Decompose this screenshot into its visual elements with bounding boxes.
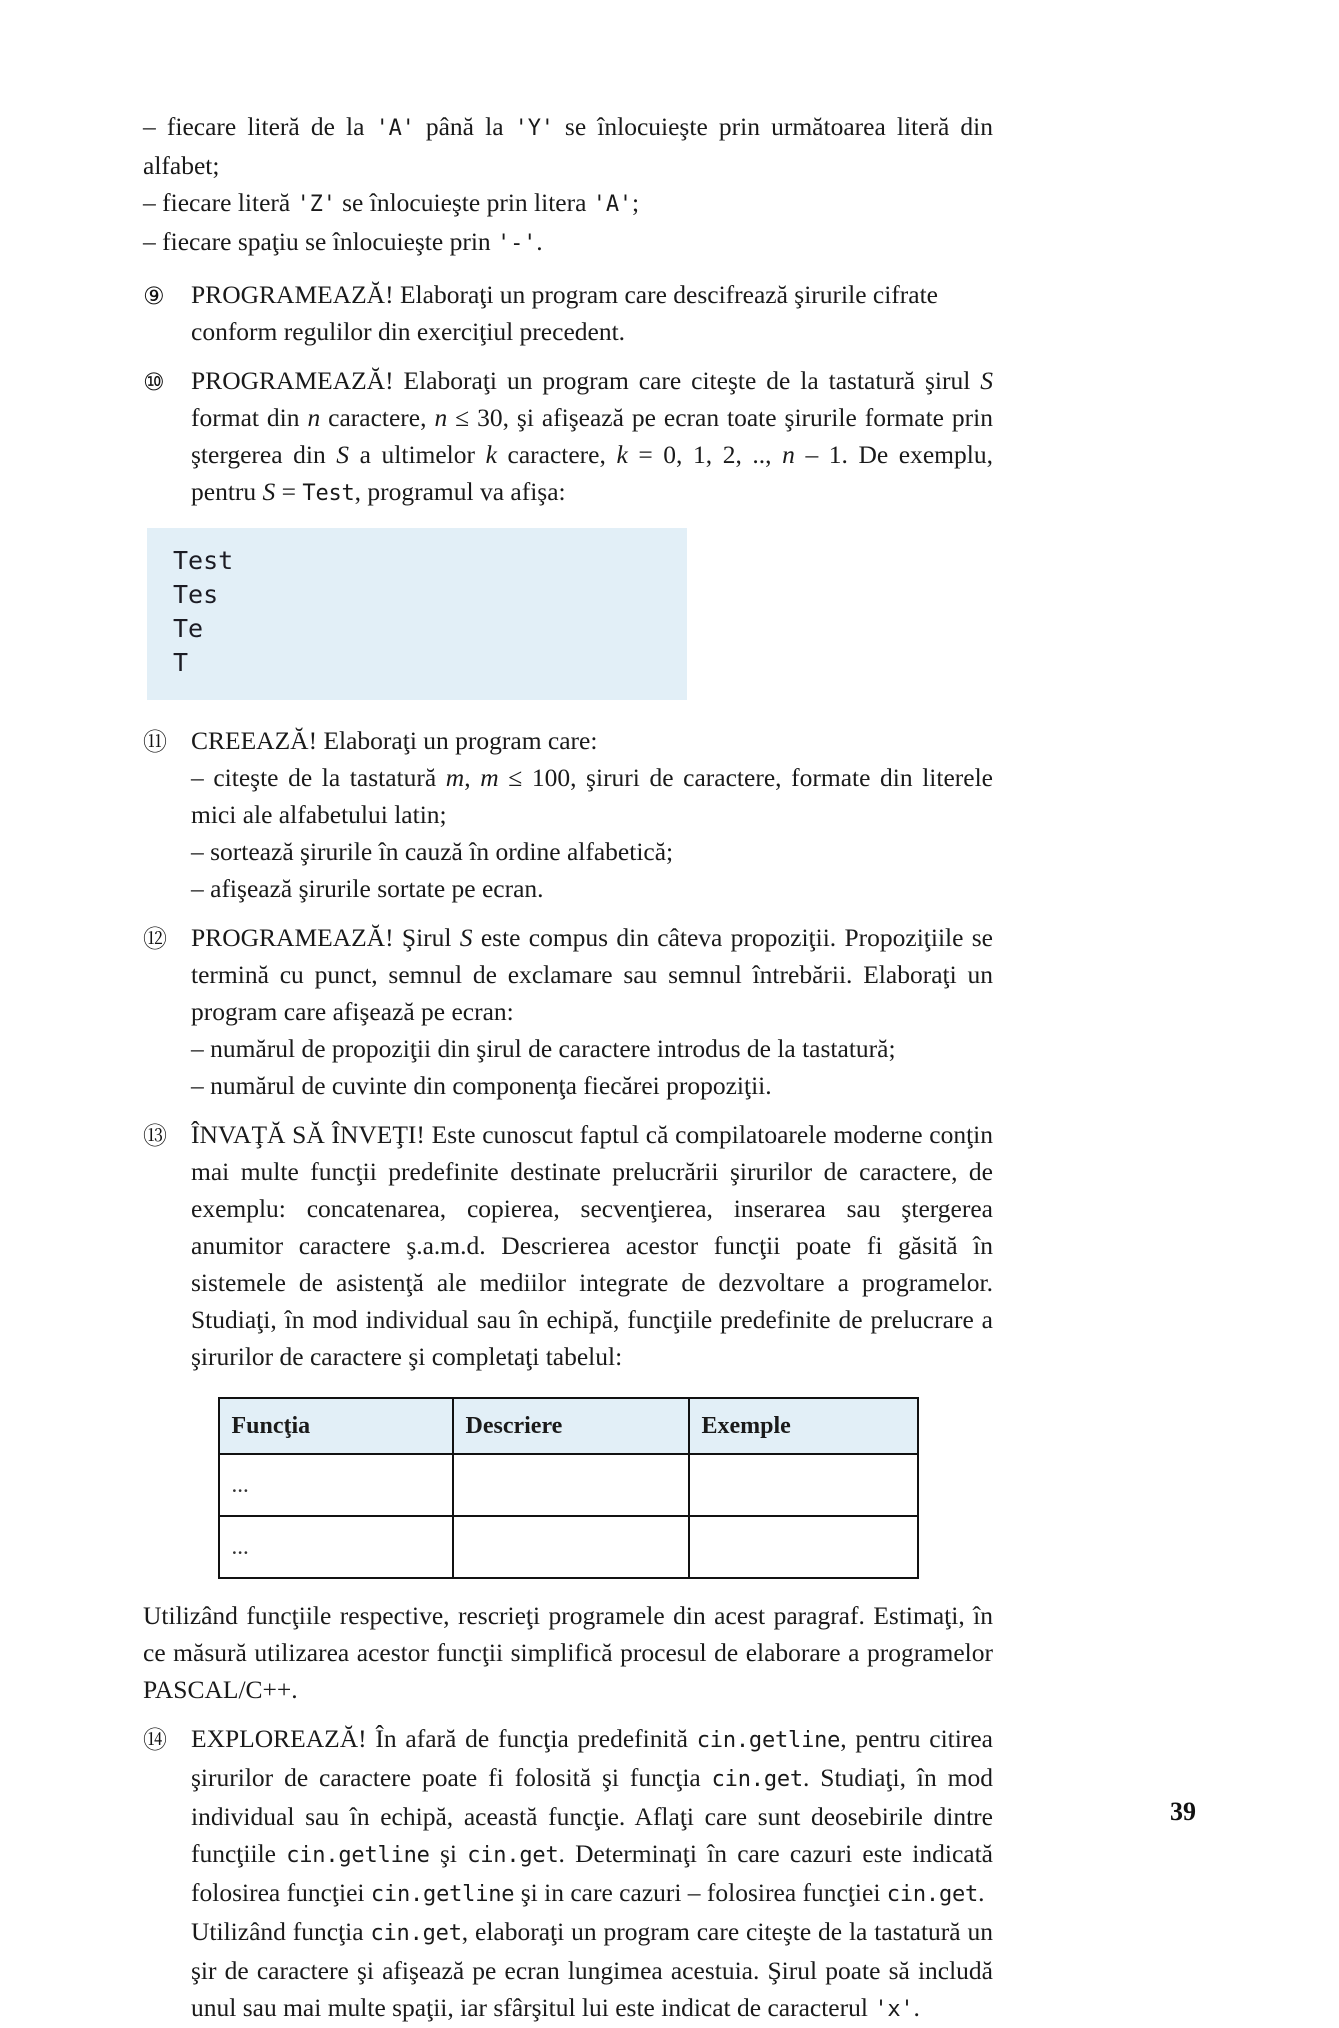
table-cell-exemple[interactable] (689, 1454, 918, 1516)
exercise-11-sub-2: – sortează şirurile în cauză în ordine alfabetică; (191, 837, 674, 866)
intro-rules-block (143, 108, 993, 262)
function-table (218, 1397, 919, 1579)
exercise-11-sub-1 (191, 759, 993, 833)
table-cell-functia[interactable]: ... (219, 1454, 453, 1516)
list-marker-11: ⑪ (143, 728, 167, 756)
exercise-item-12-body (191, 919, 993, 1104)
function-table-wrapper (143, 1397, 993, 1579)
list-marker-12: ⑫ (143, 925, 167, 953)
exercise-12-t2: este compus din câteva propoziţii. Propoziţiile se termină cu punct, semnul de exclamare sau semnul întrebării. Elaboraţi un program care afişează pe ecran: (191, 923, 993, 1026)
exercise-item-10-body (191, 362, 993, 512)
rule-1-text-b: până la (414, 112, 515, 141)
exercise-12-sub-2: – numărul de cuvinte din componenţa fiecărei propoziţii. (191, 1071, 772, 1100)
exercise-14-t3: . Studiaţi, în mod individual sau în echipă, această funcţie. Aflaţi care sunt deosebirile dintre funcţiile (191, 1763, 993, 1868)
exercise-10-t2: format din (191, 403, 308, 432)
rule-2-code-b: 'A' (592, 192, 632, 217)
exercise-10-t4: ≤ 30, şi afişează pe ecran toate şirurile formate prin ştergerea din (191, 403, 994, 469)
exercise-11-sub1-a: – citeşte de la tastatură (191, 763, 446, 792)
list-marker-10: ⑩ (143, 368, 165, 396)
exercise-10-t10: , programul va afişa: (354, 477, 566, 506)
rule-1-text-a: – fiecare literă de la (143, 112, 376, 141)
exercise-10-t8: – 1. De exemplu, pentru (191, 440, 993, 506)
exercise-14-t7: . (978, 1878, 985, 1907)
code-output-line: Test (173, 546, 234, 575)
function-table-head (219, 1398, 918, 1454)
exercise-11-sub1-c: ≤ 100, şiruri de caractere, formate din literele mici ale alfabetului latin; (191, 763, 994, 829)
exercise-12-lead (191, 919, 993, 1030)
table-cell-descriere[interactable] (453, 1516, 689, 1578)
code-output-box (147, 528, 687, 700)
exercise-10-t3: caractere, (320, 403, 435, 432)
exercise-item-13-body (191, 1116, 993, 1375)
intro-rule-line-3 (143, 223, 993, 262)
var-S-2: S (336, 440, 350, 469)
var-n-3: n (782, 440, 795, 469)
function-table-body (219, 1454, 918, 1578)
code-cin-getline-3: cin.getline (370, 1882, 515, 1907)
code-output-line: Tes (173, 580, 219, 609)
exercise-item-11 (143, 722, 993, 907)
table-cell-functia[interactable]: ... (219, 1516, 453, 1578)
code-cin-get-4: cin.get (370, 1921, 462, 1946)
rule-2-text-c: ; (631, 188, 640, 217)
code-cin-get-3: cin.get (886, 1882, 979, 1907)
exercise-10-t5: a ultimelor (349, 440, 486, 469)
code-cin-get-1: cin.get (711, 1767, 803, 1792)
rule-2-text-a: – fiecare literă (143, 188, 297, 217)
exercise-11-sub1-b: , (464, 763, 481, 792)
table-header-row (219, 1398, 918, 1454)
code-cin-get-2: cin.get (467, 1843, 559, 1868)
exercise-12-title: PROGRAMEAZĂ! (191, 923, 394, 952)
exercise-14-p2-c: . (913, 1993, 920, 2022)
page-content (143, 108, 993, 2028)
rule-1-code-b: 'Y' (514, 116, 554, 141)
var-n-1: n (307, 403, 321, 432)
list-marker-13: ⑬ (143, 1122, 167, 1150)
exercise-item-10 (143, 362, 993, 512)
exercise-14-title: EXPLOREAZĂ! (191, 1724, 367, 1753)
exercise-11-t1: Elaboraţi un program care: (317, 726, 598, 755)
code-literal-test: Test (302, 481, 355, 506)
exercise-10-t7: = 0, 1, 2, .., (627, 440, 783, 469)
code-cin-getline-1: cin.getline (696, 1728, 841, 1753)
exercise-item-14-body (191, 1720, 993, 2028)
closing-paragraph: Utilizând funcţiile respective, rescrieţi programele din acest paragraf. Estimaţi, în ce măsură utilizarea acestor funcţii simplifică procesul de elaborare a programelor PASCAL/C++. (143, 1601, 993, 1704)
exercise-item-14 (143, 1720, 993, 2028)
intro-rule-line-1 (143, 108, 993, 184)
exercise-10-t1: Elaboraţi un program care citeşte de la tastatură şirul (393, 366, 981, 395)
exercise-10-title: PROGRAMEAZĂ! (191, 366, 394, 395)
exercise-14-t1: În afară de funcţia predefinită (366, 1724, 697, 1753)
var-k-2: k (616, 440, 628, 469)
table-cell-exemple[interactable] (689, 1516, 918, 1578)
code-output-line: T (173, 648, 189, 677)
var-S-1: S (980, 366, 993, 395)
var-m-2: m (480, 763, 499, 792)
rule-2-code-a: 'Z' (296, 192, 336, 217)
rule-3-text-a: – fiecare spaţiu se înlocuieşte prin (143, 227, 498, 256)
list-marker-9: ⑨ (143, 282, 165, 310)
var-m-1: m (445, 763, 465, 792)
rule-1-text-c: se înlocuieşte prin următoarea literă din alfabet; (143, 112, 993, 180)
code-literal-x: 'x' (874, 1997, 914, 2022)
exercise-item-12 (143, 919, 993, 1104)
list-marker-14: ⑭ (143, 1726, 167, 1754)
exercise-11-sub-3: – afişează şirurile sortate pe ecran. (191, 874, 544, 903)
page-number: 39 (1170, 1797, 1196, 1826)
intro-rule-line-2 (143, 184, 993, 223)
code-cin-getline-2: cin.getline (286, 1843, 430, 1868)
table-header-exemple: Exemple (689, 1398, 918, 1454)
exercise-9-text: Elaboraţi un program care descifrează şirurile cifrate conform regulilor din exerciţiul precedent. (191, 280, 938, 346)
rule-3-text-b: . (536, 227, 543, 256)
var-n-2: n (434, 403, 448, 432)
exercise-14-paragraph-1 (191, 1720, 993, 1913)
exercise-14-p2-a: Utilizând funcţia (191, 1917, 371, 1946)
table-header-descriere: Descriere (453, 1398, 689, 1454)
rule-2-text-b: se înlocuieşte prin litera (335, 188, 593, 217)
exercise-14-t6: şi in care cazuri – folosirea funcţiei (514, 1878, 887, 1907)
exercise-14-t4: şi (429, 1839, 468, 1868)
exercise-13-t1: Este cunoscut faptul că compilatoarele moderne conţin mai multe funcţii predefinite destinate prelucrării şirurilor de caractere, de exemplu: concatenarea, copierea, secvenţierea, inserarea sau ştergerea anumitor caractere ş.a.m.d. Descrierea acestor funcţii poate fi găsită în sistemele de asistenţă ale mediilor integrate de dezvoltare a programelor. Studiaţi, în mod individual sau în echipă, funcţiile predefinite de prelucrare a şirurilor de caractere şi completaţi tabelul: (191, 1120, 993, 1371)
code-output-line: Te (173, 614, 204, 643)
table-header-functia: Funcţia (219, 1398, 453, 1454)
exercise-item-9 (143, 276, 993, 350)
rule-1-code-a: 'A' (375, 116, 415, 141)
exercise-11-lead (191, 722, 993, 759)
exercise-14-p2-b: , elaboraţi un program care citeşte de la tastatură un şir de caractere şi afişează pe ecran lungimea acestuia. Şirul poate să includă unul sau mai multe spaţii, iar sfârşitul lui este indicat de caracterul (191, 1917, 993, 2022)
exercise-item-11-body (191, 722, 993, 907)
exercise-item-9-body (191, 276, 993, 350)
var-S-3: S (262, 477, 276, 506)
exercise-14-t5: . Determinaţi în care cazuri este indicată folosirea funcţiei (191, 1839, 993, 1907)
exercise-item-13 (143, 1116, 993, 1375)
exercise-11-title: CREEAZĂ! (191, 726, 318, 755)
exercise-9-title: PROGRAMEAZĂ! (191, 280, 394, 309)
exercise-14-t2: , pentru citirea şirurilor de caractere poate fi folosită şi funcţia (191, 1724, 993, 1792)
rule-3-code-a: '-' (497, 231, 537, 256)
var-k-1: k (485, 440, 497, 469)
exercise-12-t1: Şirul (393, 923, 460, 952)
exercise-10-t9: = (275, 477, 303, 506)
table-row (219, 1516, 918, 1578)
table-row (219, 1454, 918, 1516)
var-S-12: S (459, 923, 473, 952)
table-cell-descriere[interactable] (453, 1454, 689, 1516)
exercise-14-paragraph-2 (191, 1913, 993, 2028)
exercise-13-title: ÎNVAŢĂ SĂ ÎNVEŢI! (191, 1120, 425, 1149)
exercise-10-t6: caractere, (496, 440, 617, 469)
exercise-12-sub-1: – numărul de propoziţii din şirul de caractere introdus de la tastatură; (191, 1034, 896, 1063)
